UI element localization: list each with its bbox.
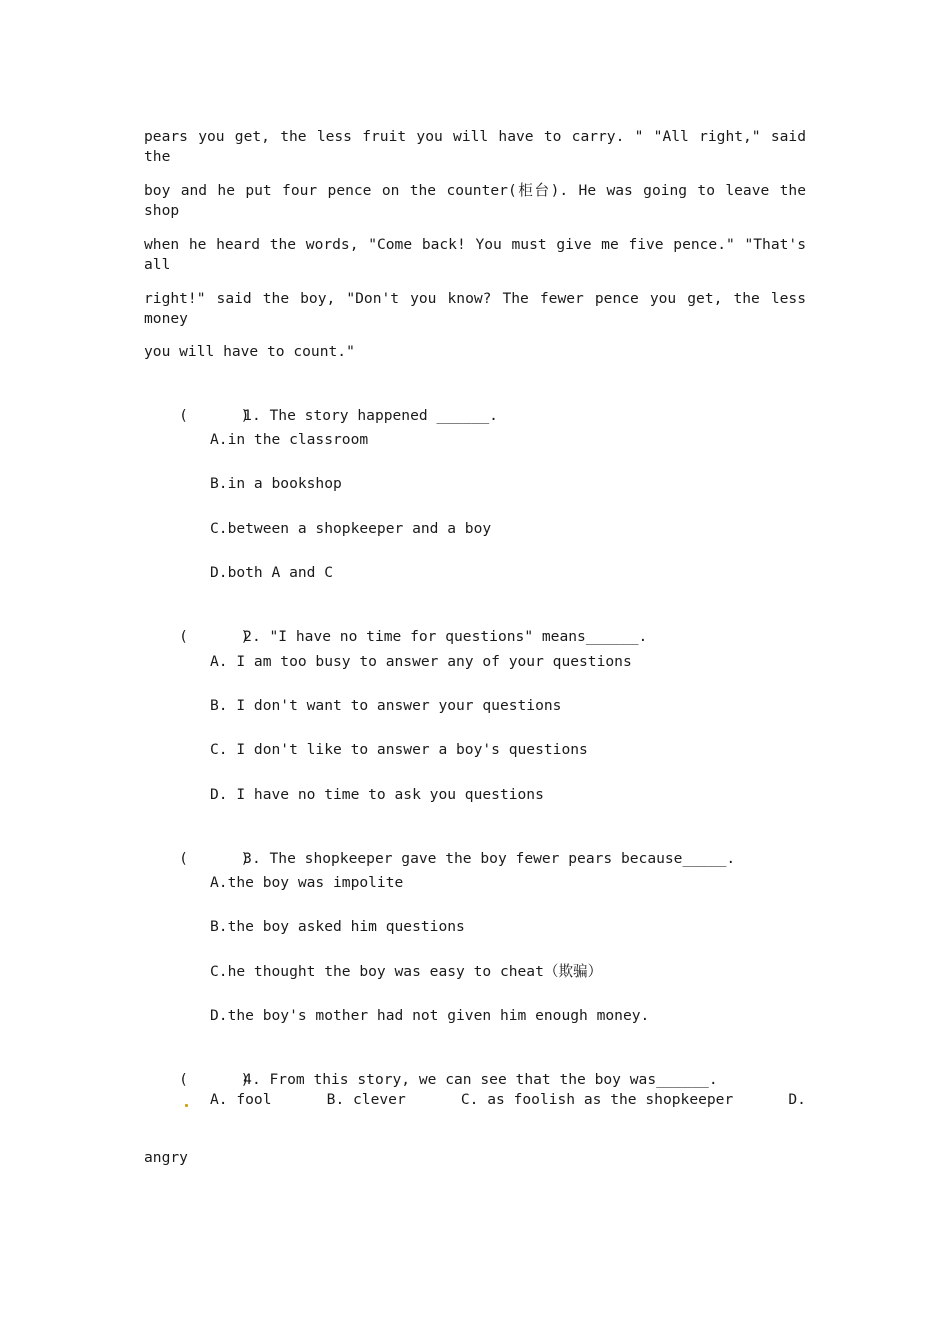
marker-dot bbox=[185, 1104, 188, 1107]
option-4c: C. as foolish as the shopkeeper bbox=[460, 1091, 734, 1108]
option-2b: B. I don't want to answer your questions bbox=[210, 697, 562, 714]
answer-blank[interactable]: ( ) bbox=[179, 850, 250, 867]
option-2d: D. I have no time to ask you questions bbox=[210, 786, 544, 803]
option-1b: B.in a bookshop bbox=[210, 475, 342, 492]
passage-line: pears you get, the less fruit you will have to carry. " "All right," said the bbox=[144, 128, 806, 165]
passage-line: you will have to count." bbox=[144, 343, 355, 360]
passage-line: boy and he put four pence on the counter(柜台). He was going to leave the shop bbox=[144, 182, 806, 219]
option-2c: C. I don't like to answer a boy's questions bbox=[210, 741, 588, 758]
option-4d: D. bbox=[788, 1091, 806, 1108]
option-4b: B. clever bbox=[326, 1091, 406, 1108]
option-3c: C.he thought the boy was easy to cheat（欺骗） bbox=[210, 963, 603, 980]
option-3a: A.the boy was impolite bbox=[210, 874, 404, 891]
answer-blank[interactable]: ( ) bbox=[179, 628, 250, 645]
option-1d: D.both A and C bbox=[210, 564, 334, 581]
question-stem: 2. "I have no time for questions" means______. bbox=[243, 628, 648, 645]
option-2a: A. I am too busy to answer any of your questions bbox=[210, 653, 632, 670]
answer-blank[interactable]: ( ) bbox=[179, 1071, 250, 1088]
question-stem: 1. The story happened ______. bbox=[243, 407, 498, 424]
answer-blank[interactable]: ( ) bbox=[179, 407, 250, 424]
question-stem: 3. The shopkeeper gave the boy fewer pears because_____. bbox=[243, 850, 736, 867]
option-row-4 bbox=[210, 1090, 806, 1110]
option-3b: B.the boy asked him questions bbox=[210, 918, 465, 935]
question-stem: 4. From this story, we can see that the boy was______. bbox=[243, 1071, 718, 1088]
option-1c: C.between a shopkeeper and a boy bbox=[210, 520, 492, 537]
option-4d-continuation: angry bbox=[144, 1149, 188, 1166]
option-4a: A. fool bbox=[210, 1091, 272, 1108]
passage-line: when he heard the words, "Come back! You must give me five pence." "That's all bbox=[144, 236, 806, 273]
option-1a: A.in the classroom bbox=[210, 431, 369, 448]
passage-line: right!" said the boy, "Don't you know? The fewer pence you get, the less money bbox=[144, 290, 806, 327]
option-3d: D.the boy's mother had not given him enough money. bbox=[210, 1007, 650, 1024]
